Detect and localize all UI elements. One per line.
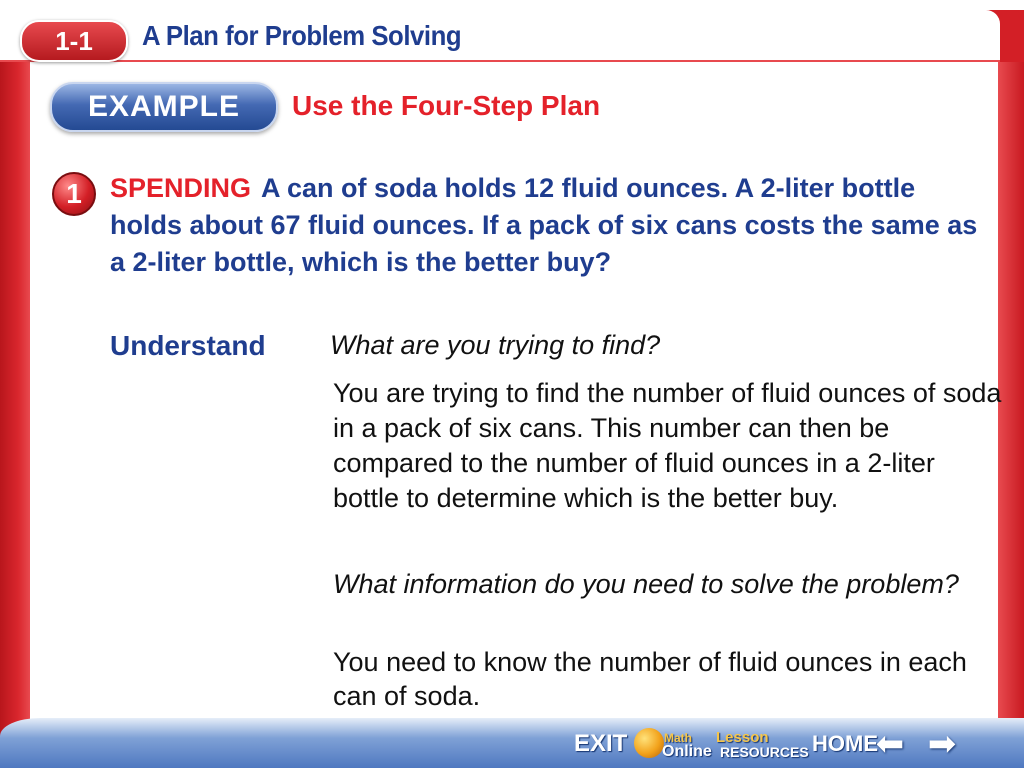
- lesson-resources-button[interactable]: [716, 726, 809, 762]
- frame-left: [0, 0, 30, 768]
- problem-text: A can of soda holds 12 fluid ounces. A 2-liter bottle holds about 67 fluid ounces. If a pack of six cans costs the same as a 2-liter bottle, which is the better buy?: [110, 173, 978, 277]
- exit-button[interactable]: EXIT: [574, 730, 628, 757]
- example-heading: Use the Four-Step Plan: [292, 90, 601, 121]
- forward-arrow-icon[interactable]: ➡: [927, 725, 957, 763]
- lesson-resources-label-bottom: RESOURCES: [720, 744, 809, 760]
- back-arrow-icon[interactable]: ⬅: [875, 725, 905, 763]
- problem-statement: [110, 170, 980, 281]
- math-online-button[interactable]: [634, 726, 712, 762]
- lesson-title: A Plan for Problem Solving: [142, 20, 462, 51]
- lesson-resources-label-top: Lesson: [716, 729, 769, 746]
- math-online-label-bottom: Online: [662, 743, 712, 760]
- problem-topic: SPENDING: [110, 173, 252, 203]
- example-number-badge: 1: [52, 172, 96, 216]
- understand-answer-1: You are trying to find the number of fluid ounces of soda in a pack of six cans. This number can then be compared to the number of fluid ounces in a 2-liter bottle to determine which is the better buy.: [333, 378, 1002, 513]
- home-button[interactable]: HOME: [812, 731, 878, 756]
- math-online-label-top: Math: [664, 731, 692, 745]
- example-label: EXAMPLE: [50, 82, 278, 132]
- lesson-number-badge: 1-1: [20, 20, 128, 62]
- understand-question-2: What information do you need to solve the problem?: [333, 569, 959, 599]
- understand-question-1: What are you trying to find?: [330, 330, 661, 360]
- globe-icon: [634, 728, 664, 758]
- understand-answer-2: You need to know the number of fluid ounces in each can of soda.: [333, 647, 967, 711]
- understand-label: Understand: [110, 330, 266, 361]
